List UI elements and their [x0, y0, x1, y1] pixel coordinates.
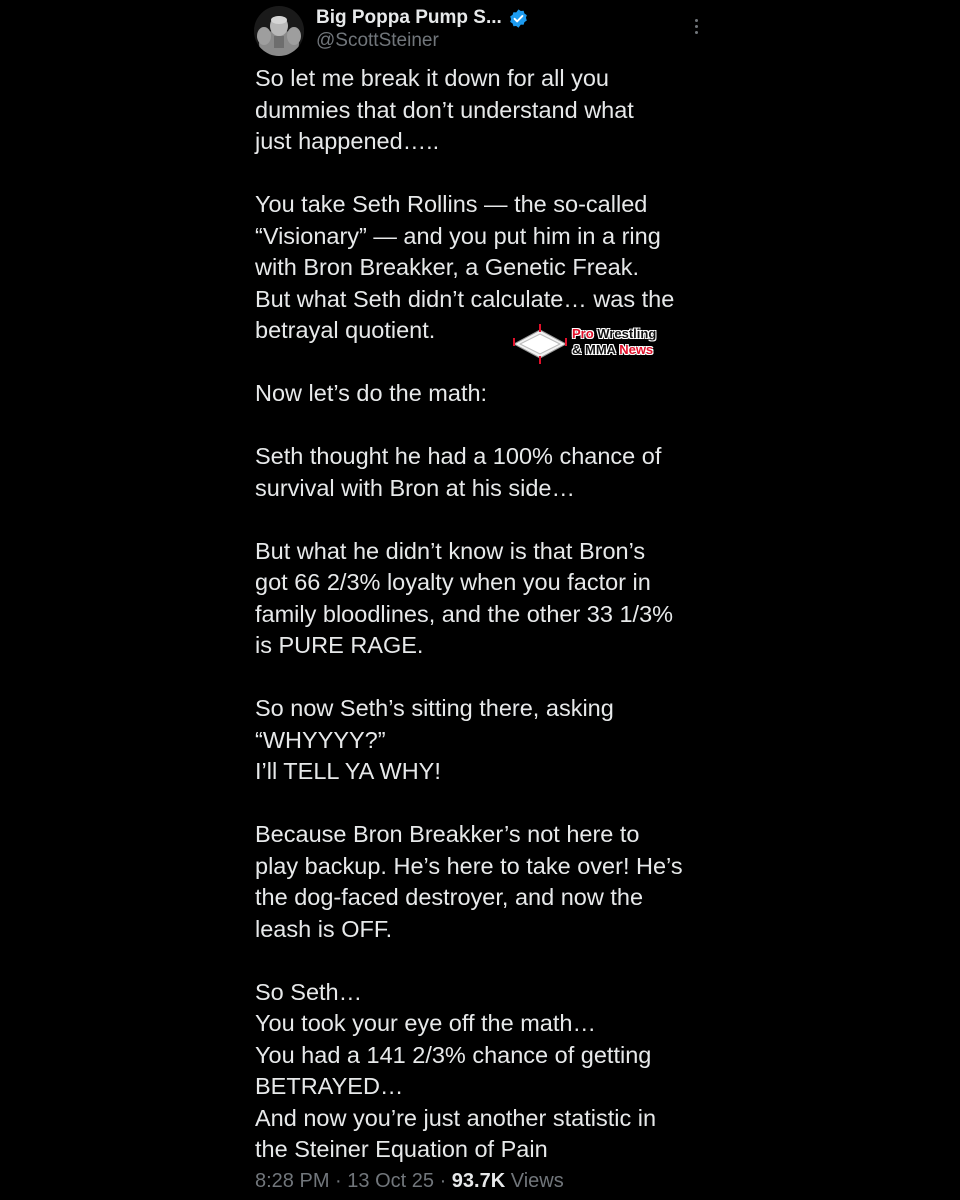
tweet-text-line: Now let’s do the math:: [255, 380, 488, 406]
tweet-text: [255, 63, 725, 1166]
tweet-text-line: Seth thought he had a 100% chance of: [255, 443, 662, 469]
tweet-text-line: “WHYYYY?”: [255, 726, 386, 753]
tweet-paragraph: [255, 536, 725, 662]
tweet-text-line: family bloodlines, and the other 33 1/3%: [255, 600, 674, 627]
tweet-paragraph: [255, 693, 725, 788]
tweet-text-line: the Steiner Equation of Pain: [255, 1136, 548, 1162]
meta-separator: ·: [335, 1170, 342, 1192]
tweet-paragraph: [255, 819, 725, 945]
tweet-text-line: So now Seth’s sitting there, asking: [255, 695, 614, 721]
tweet-text-line: leash is OFF.: [255, 915, 393, 942]
more-options-icon[interactable]: [684, 14, 708, 38]
tweet-paragraph: [255, 441, 725, 504]
views-count[interactable]: 93.7K: [451, 1170, 506, 1192]
wrestling-ring-icon: [510, 322, 570, 364]
author-display-name[interactable]: Big Poppa Pump S...: [316, 7, 502, 28]
tweet-text-line: play backup. He’s here to take over! He’s: [255, 852, 683, 879]
watermark-logo: [510, 322, 670, 364]
tweet-text-line: You take Seth Rollins — the so-called: [255, 191, 648, 217]
avatar[interactable]: [254, 6, 304, 56]
watermark-text: Pro: [572, 326, 594, 341]
tweet-text-line: is PURE RAGE.: [255, 632, 424, 658]
verified-badge-icon: [508, 8, 529, 29]
tweet-paragraph: [255, 977, 725, 1166]
avatar-image: [254, 6, 304, 56]
tweet-text-line: betrayal quotient.: [255, 317, 436, 343]
tweet-meta: [255, 1170, 564, 1193]
watermark-text: & MMA: [572, 342, 616, 357]
tweet-text-line: I’ll TELL YA WHY!: [255, 758, 441, 784]
tweet-text-line: And now you’re just another statistic in: [255, 1104, 657, 1131]
meta-separator: ·: [439, 1170, 447, 1192]
tweet-text-line: got 66 2/3% loyalty when you factor in: [255, 569, 651, 595]
tweet-text-line: You took your eye off the math…: [255, 1010, 596, 1036]
tweet-text-line: So let me break it down for all you: [255, 65, 609, 91]
tweet-date[interactable]: 13 Oct 25: [347, 1170, 434, 1192]
watermark-text: Wrestling: [597, 326, 657, 341]
tweet-text-line: But what he didn’t know is that Bron’s: [255, 537, 646, 564]
tweet-text-line: You had a 141 2/3% chance of getting: [255, 1041, 652, 1068]
views-label: Views: [510, 1170, 564, 1192]
tweet-text-line: So Seth…: [255, 978, 363, 1005]
tweet-text-line: Because Bron Breakker’s not here to: [255, 821, 640, 847]
tweet-text-line: BETRAYED…: [255, 1073, 404, 1099]
tweet-paragraph: [255, 63, 725, 158]
watermark-text: News: [619, 342, 654, 357]
tweet-paragraph: [255, 378, 725, 410]
tweet-text-line: survival with Bron at his side…: [255, 474, 575, 501]
tweet-text-line: with Bron Breakker, a Genetic Freak.: [255, 254, 639, 280]
tweet-text-line: just happened…..: [255, 128, 440, 154]
author-name-row[interactable]: [316, 4, 529, 32]
tweet-text-line: “Visionary” — and you put him in a ring: [255, 222, 661, 249]
tweet-text-line: dummies that don’t understand what: [255, 96, 634, 123]
author-handle[interactable]: @ScottSteiner: [316, 30, 439, 51]
tweet-text-line: the dog-faced destroyer, and now the: [255, 884, 644, 910]
tweet-text-line: But what Seth didn’t calculate… was the: [255, 285, 675, 312]
tweet-time[interactable]: 8:28 PM: [255, 1170, 330, 1192]
